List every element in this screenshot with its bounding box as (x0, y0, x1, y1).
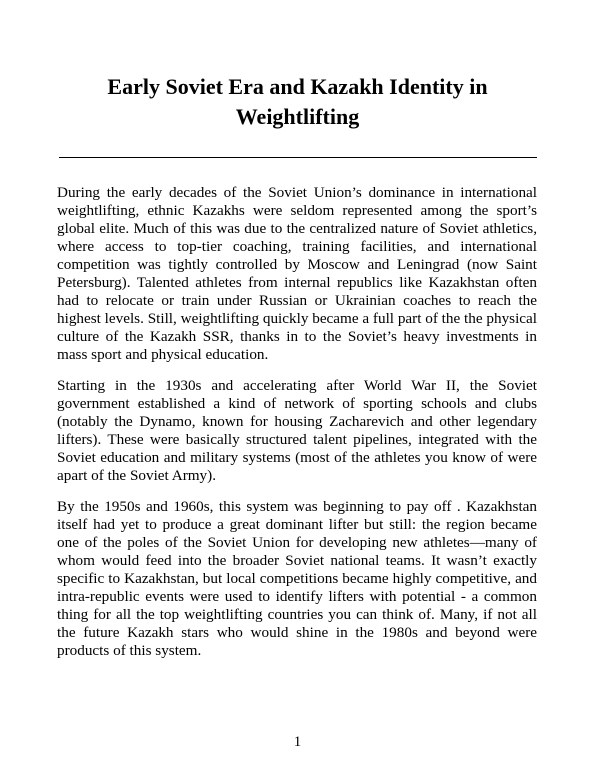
page-number: 1 (293, 734, 302, 750)
body-text (57, 184, 537, 673)
paragraph-1: During the early decades of the Soviet Union’s dominance in international weightlifting, ethnic Kazakhs were seldom represented among the sport’s global elite. Much of this was due to the centralized nature of Soviet athletics, where access to top-tier coaching, training facilities, and international competition was tightly controlled by Moscow and Leningrad (now Saint Petersburg). Talented athletes from internal republics like Kazakhstan often had to relocate or train under Russian or Ukrainian coaches to reach the highest levels. Still, weightlifting quickly became a full part of the the physical culture of the Kazakh SSR, thanks in to the Soviet’s heavy investments in mass sport and physical education. (57, 184, 537, 363)
title-divider (59, 157, 537, 158)
page-title: Early Soviet Era and Kazakh Identity in Weightlifting (107, 74, 488, 129)
paragraph-2: Starting in the 1930s and accelerating after World War II, the Soviet government established a kind of network of sporting schools and clubs (notably the Dynamo, known for housing Zacharevich and other legendary lifters). These were basically structured talent pipelines, integrated with the Soviet education and military systems (most of the athletes you know of were apart of the Soviet Army). (57, 377, 537, 484)
paragraph-3: By the 1950s and 1960s, this system was beginning to pay off . Kazakhstan itself had yet to produce a great dominant lifter but still: the region became one of the poles of the Soviet Union for developing new athletes—many of whom would feed into the broader Soviet national teams. It wasn’t exactly specific to Kazakhstan, but local competitions became highly competitive, and intra-republic events were used to identify lifters with potential - a common thing for all the top weightlifting countries you can think of. Many, if not all the future Kazakh stars who would shine in the 1980s and beyond were products of this system. (57, 498, 537, 659)
